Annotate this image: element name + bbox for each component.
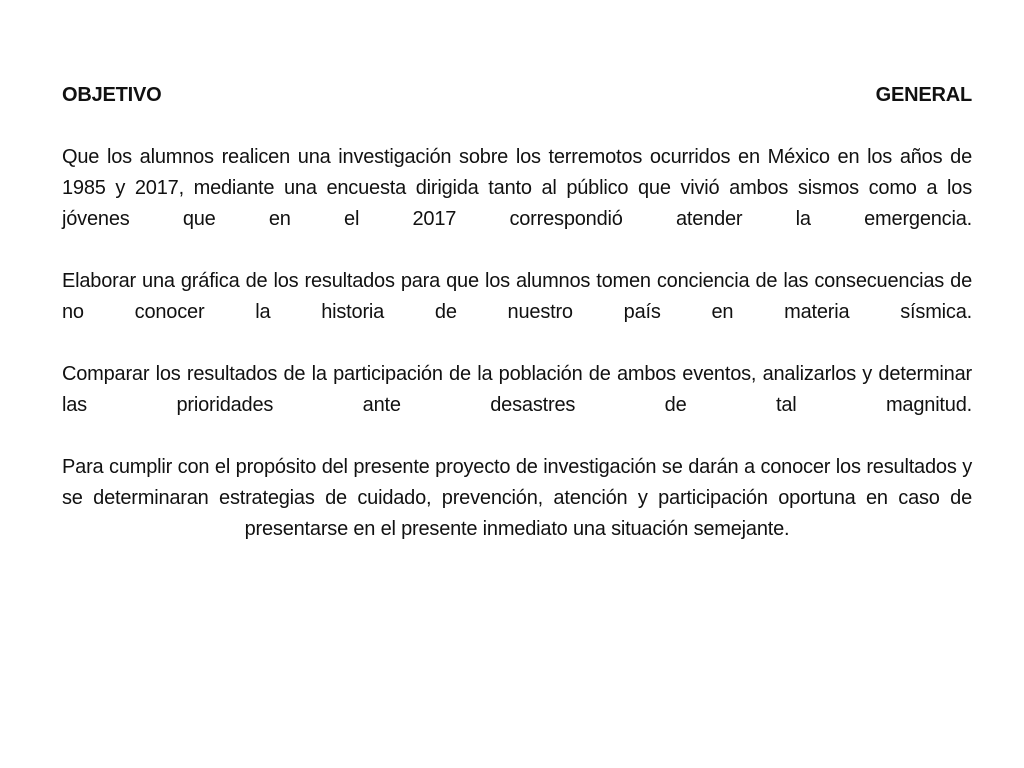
slide-content xyxy=(62,80,972,545)
paragraph-compare: Comparar los resultados de la participación de la población de ambos eventos, analizarlos y determinar las prioridades ante desastres de tal magnitud. xyxy=(62,363,972,416)
slide-title xyxy=(62,80,972,111)
paragraph-objective: Que los alumnos realicen una investigación sobre los terremotos ocurridos en México en los años de 1985 y 2017, mediante una encuesta dirigida tanto al público que vivió ambos sismos como a los jóvenes que en el 2017 correspondió atender la emergencia. xyxy=(62,146,972,230)
paragraph-graph: Elaborar una gráfica de los resultados para que los alumnos tomen conciencia de las consecuencias de no conocer la historia de nuestro país en materia sísmica. xyxy=(62,270,972,323)
title-right: GENERAL xyxy=(875,84,972,106)
paragraph-purpose: Para cumplir con el propósito del presente proyecto de investigación se darán a conocer los resultados y se determinaran estrategias de cuidado, prevención, atención y participación oportuna en caso de presentarse en el presente inmediato una situación semejante. xyxy=(62,456,972,540)
title-left: OBJETIVO xyxy=(62,84,162,106)
